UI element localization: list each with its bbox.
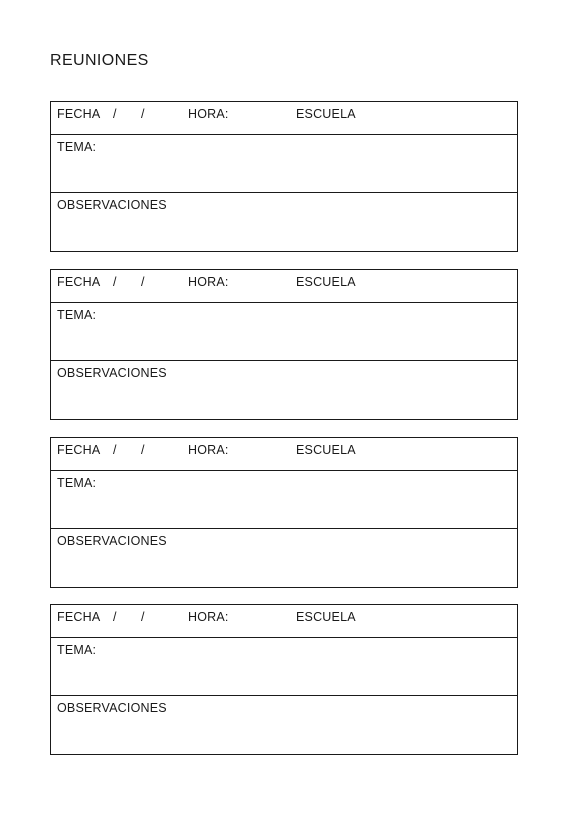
escuela-label: ESCUELA xyxy=(296,107,356,121)
observaciones-field[interactable] xyxy=(51,529,517,587)
hora-label: HORA: xyxy=(188,443,229,457)
date-separator: / xyxy=(141,275,145,289)
escuela-label: ESCUELA xyxy=(296,443,356,457)
meeting-block xyxy=(50,101,518,252)
tema-field[interactable] xyxy=(51,135,517,193)
date-separator: / xyxy=(113,275,117,289)
tema-field[interactable] xyxy=(51,303,517,361)
page-title: REUNIONES xyxy=(50,52,149,69)
observaciones-field[interactable] xyxy=(51,696,517,754)
tema-label: TEMA: xyxy=(57,476,97,490)
tema-label: TEMA: xyxy=(57,308,97,322)
observaciones-label: OBSERVACIONES xyxy=(57,701,167,715)
escuela-label: ESCUELA xyxy=(296,275,356,289)
date-separator: / xyxy=(141,107,145,121)
date-separator: / xyxy=(141,610,145,624)
meeting-block xyxy=(50,437,518,588)
observaciones-label: OBSERVACIONES xyxy=(57,198,167,212)
tema-field[interactable] xyxy=(51,638,517,696)
fecha-label: FECHA xyxy=(57,443,101,457)
meeting-block xyxy=(50,269,518,420)
meeting-header-row xyxy=(51,605,517,638)
meeting-block xyxy=(50,604,518,755)
observaciones-label: OBSERVACIONES xyxy=(57,534,167,548)
fecha-label: FECHA xyxy=(57,107,101,121)
hora-label: HORA: xyxy=(188,107,229,121)
meeting-header-row xyxy=(51,270,517,303)
meeting-header-row xyxy=(51,102,517,135)
observaciones-field[interactable] xyxy=(51,361,517,419)
hora-label: HORA: xyxy=(188,610,229,624)
observaciones-field[interactable] xyxy=(51,193,517,251)
escuela-label: ESCUELA xyxy=(296,610,356,624)
tema-field[interactable] xyxy=(51,471,517,529)
tema-label: TEMA: xyxy=(57,140,97,154)
tema-label: TEMA: xyxy=(57,643,97,657)
date-separator: / xyxy=(113,610,117,624)
date-separator: / xyxy=(113,107,117,121)
observaciones-label: OBSERVACIONES xyxy=(57,366,167,380)
fecha-label: FECHA xyxy=(57,275,101,289)
hora-label: HORA: xyxy=(188,275,229,289)
fecha-label: FECHA xyxy=(57,610,101,624)
date-separator: / xyxy=(141,443,145,457)
date-separator: / xyxy=(113,443,117,457)
meeting-header-row xyxy=(51,438,517,471)
